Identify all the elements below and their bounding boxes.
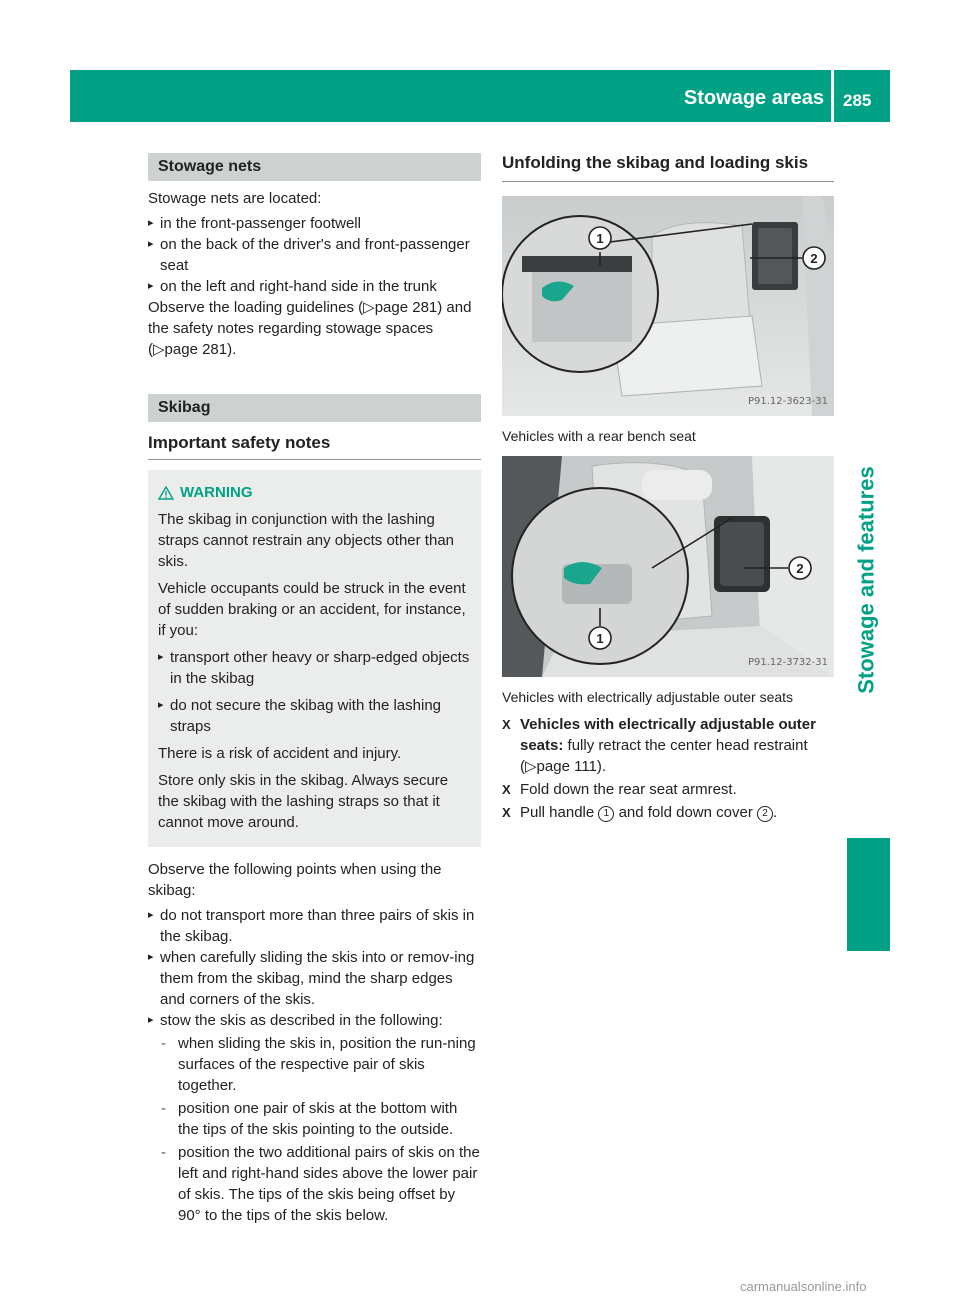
list-item: ▸ do not secure the skibag with the lashing straps — [158, 695, 471, 737]
list-item: ▸ stow the skis as described in the following: — [148, 1010, 481, 1031]
right-column — [502, 150, 834, 825]
skibag-sub-list — [158, 1033, 481, 1226]
page-ref-arrow-icon: ▷ — [525, 758, 537, 775]
section-heading-skibag: Skibag — [148, 394, 481, 422]
subheading-safety-notes: Important safety notes — [148, 432, 481, 460]
callout-number: 2 — [810, 251, 818, 266]
figure-caption: Vehicles with electrically adjustable outer seats — [502, 689, 794, 705]
header-title: Stowage areas — [683, 87, 824, 109]
callout-number: 1 — [596, 631, 604, 646]
figure-caption: Vehicles with a rear bench seat — [502, 428, 696, 444]
list-item: ▸ do not transport more than three pairs of skis in the skibag. — [148, 905, 481, 947]
page-number: 285 — [843, 91, 872, 110]
list-item: ▸ on the back of the driver's and front-passenger seat — [148, 234, 481, 276]
warning-text: Store only skis in the skibag. Always secure the skibag with the lashing straps so that it cannot move around. — [158, 772, 449, 831]
list-item: - position one pair of skis at the bottom with the tips of the skis pointing to the outside. — [158, 1098, 481, 1140]
side-tab-label: Stowage and features — [853, 466, 879, 694]
page-ref-arrow-icon: ▷ — [363, 299, 375, 316]
list-item: ▸ on the left and right-hand side in the trunk — [148, 276, 481, 297]
warning-header — [158, 482, 471, 503]
stowage-nets-list — [148, 213, 481, 297]
side-tab — [843, 450, 889, 710]
list-item: - when sliding the skis in, position the run-ning surfaces of the respective pair of skis together. — [158, 1033, 481, 1096]
heading-unfolding: Unfolding the skibag and loading skis — [502, 150, 834, 182]
rear-bench-seat-illustration — [502, 196, 834, 416]
instruction-step: X Vehicles with electrically adjustable outer seats: fully retract the center head restraint (▷page 111). — [502, 714, 834, 777]
figure-code: P91.12-3732-31 — [747, 657, 828, 668]
callout-number: 1 — [596, 231, 604, 246]
watermark: carmanualsonline.info — [740, 1279, 867, 1294]
instruction-step: X Pull handle 1 and fold down cover 2 . — [502, 802, 834, 823]
header-divider — [831, 70, 834, 122]
warning-text: Vehicle occupants could be struck in the event of sudden braking or an accident, for instance, if you: — [158, 580, 466, 639]
warning-list — [158, 647, 471, 737]
warning-triangle-icon — [158, 486, 174, 500]
skibag-intro: Observe the following points when using the skibag: — [148, 861, 442, 899]
list-item: ▸ in the front-passenger footwell — [148, 213, 481, 234]
list-item: ▸ transport other heavy or sharp-edged objects in the skibag — [158, 647, 471, 689]
figure-code: P91.12-3623-31 — [747, 396, 828, 407]
electric-seats-illustration — [502, 456, 834, 677]
section-heading-stowage-nets: Stowage nets — [148, 153, 481, 181]
warning-text: There is a risk of accident and injury. — [158, 745, 402, 762]
stowage-nets-intro: Stowage nets are located: — [148, 190, 322, 207]
warning-text: The skibag in conjunction with the lashing straps cannot restrain any objects other than skis. — [158, 511, 455, 570]
page-ref-link[interactable]: page 111 — [536, 758, 597, 775]
callout-number: 2 — [757, 806, 773, 822]
instruction-steps — [502, 714, 834, 823]
stowage-nets-note: Observe the loading guidelines (▷page 281) and the safety notes regarding stowage spaces (▷page 281). — [148, 299, 472, 358]
list-item: ▸ when carefully sliding the skis into or remov-ing them from the skibag, mind the sharp edges and corners of the skis. — [148, 947, 481, 1010]
page-ref-link[interactable]: page 281 — [164, 341, 228, 358]
figure-electric-outer-seats — [502, 456, 834, 677]
callout-number: 1 — [598, 806, 614, 822]
skibag-list — [148, 905, 481, 1031]
figure-rear-bench-seat — [502, 196, 834, 416]
left-column — [148, 153, 481, 1226]
page-ref-link[interactable]: page 281 — [374, 299, 438, 316]
warning-box — [148, 470, 481, 847]
warning-title: WARNING — [180, 484, 253, 501]
list-item: - position the two additional pairs of skis on the left and right-hand sides above the lower pair of skis. The tips of the skis being offset by 90° to the tips of the skis below. — [158, 1142, 481, 1226]
instruction-step: X Fold down the rear seat armrest. — [502, 779, 834, 800]
callout-number: 2 — [796, 561, 804, 576]
side-tab-block — [847, 838, 890, 951]
page-ref-arrow-icon: ▷ — [153, 341, 165, 358]
